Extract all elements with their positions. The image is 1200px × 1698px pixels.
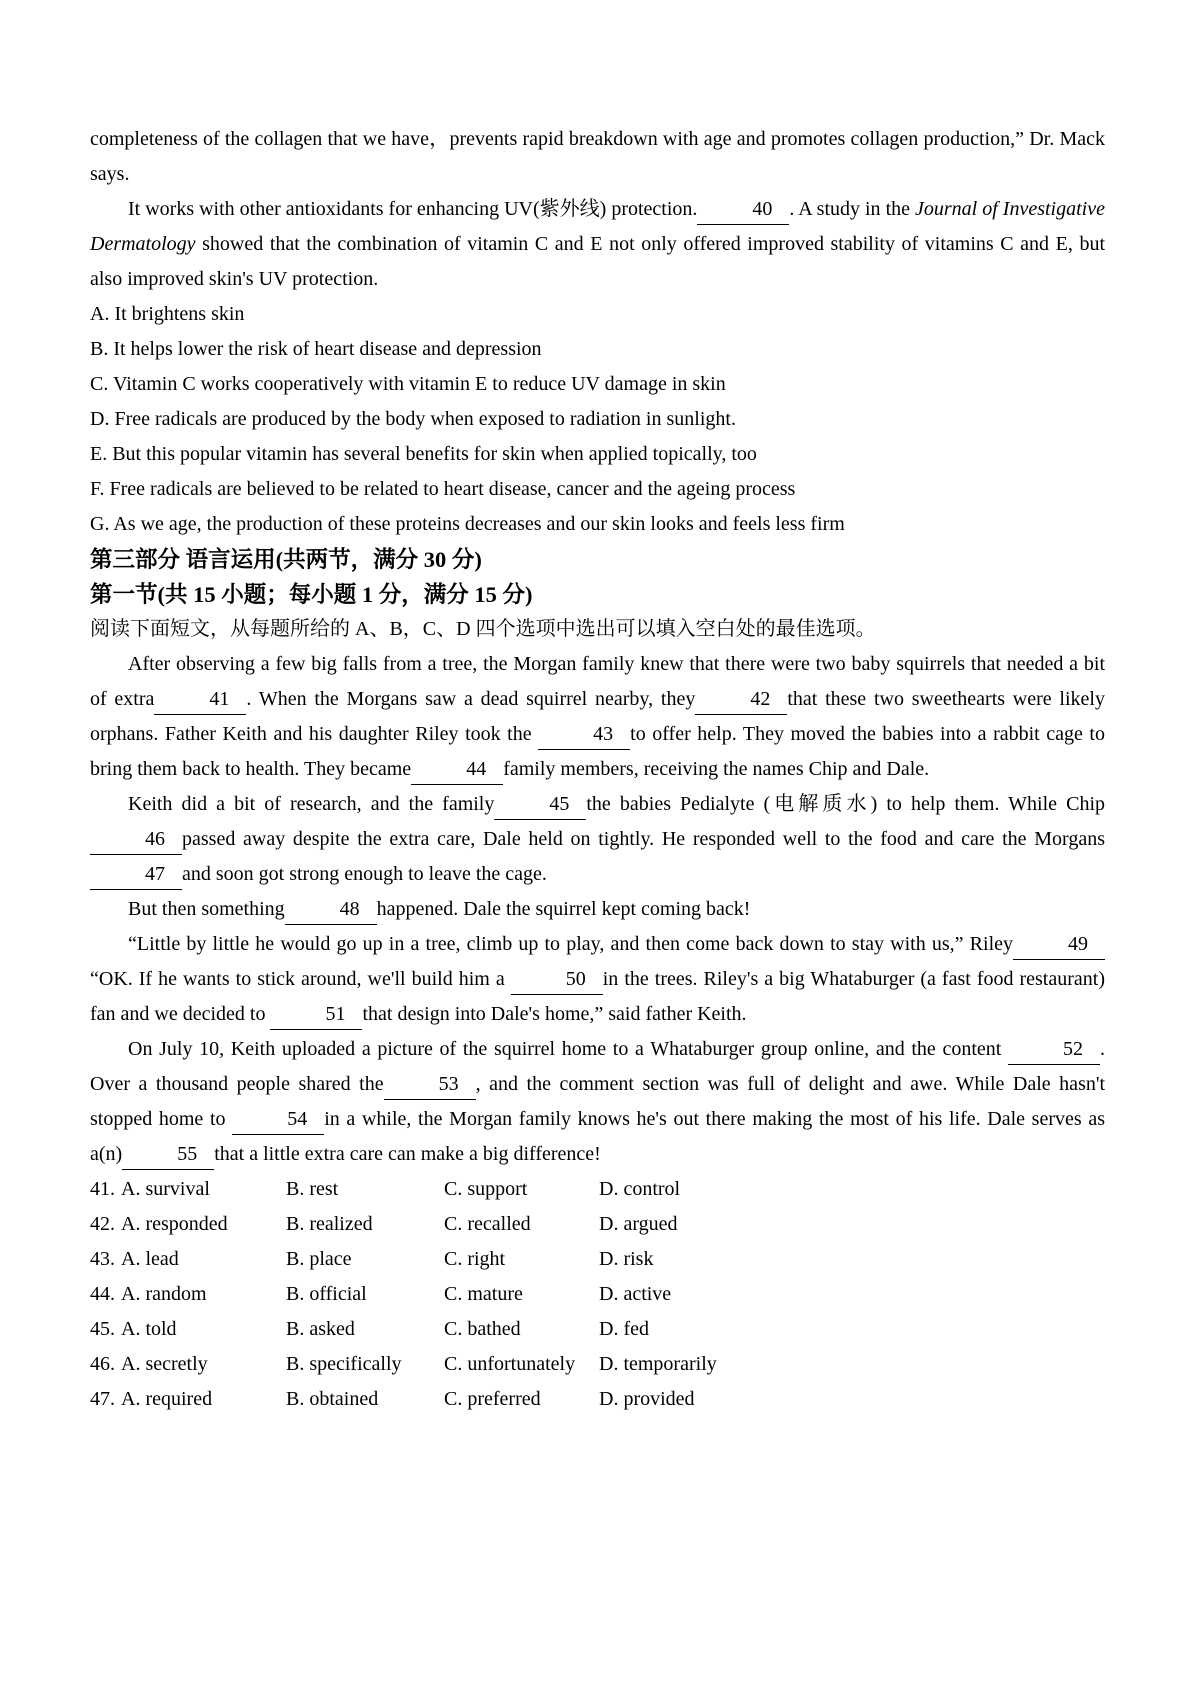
- mc-option: C. mature: [444, 1283, 523, 1305]
- blank-54: 54: [232, 1105, 324, 1135]
- blank-45: 45: [494, 790, 586, 820]
- blank-55: 55: [122, 1140, 214, 1170]
- mc-row: [90, 1242, 1105, 1277]
- mc-option: B. obtained: [286, 1388, 379, 1410]
- mc-option: A. told: [121, 1318, 177, 1340]
- blank-44: 44: [411, 755, 503, 785]
- mc-question-number: 46.: [90, 1353, 115, 1375]
- mc-question-number: 41.: [90, 1178, 115, 1200]
- mc-option: B. realized: [286, 1213, 373, 1235]
- mc-option: C. recalled: [444, 1213, 531, 1235]
- blank-46: 46: [90, 825, 182, 855]
- mc-question-number: 45.: [90, 1318, 115, 1340]
- seven-choices-list: [90, 297, 1105, 542]
- mc-option: B. asked: [286, 1318, 355, 1340]
- mc-option: C. unfortunately: [444, 1353, 576, 1375]
- mc-row: [90, 1312, 1105, 1347]
- mc-option: A. survival: [121, 1178, 210, 1200]
- blank-49: 49: [1013, 930, 1105, 960]
- blank-41: 41: [154, 685, 246, 715]
- mc-question-number: 47.: [90, 1388, 115, 1410]
- blank-47: 47: [90, 860, 182, 890]
- italic-text: Journal of Investigative Dermatology: [90, 198, 1105, 255]
- blank-53: 53: [384, 1070, 476, 1100]
- cloze-paragraph-1: After observing a few big falls from a tree, the Morgan family knew that there were two baby squirrels that needed a bit of extra 41 . When the Morgans saw a dead squirrel nearby, they 42 that these two sweethearts were likely orphans. Father Keith and his daughter Riley took the 43 to offer help. They moved the babies into a rabbit cage to bring them back to health. They became 44 family members, receiving the names Chip and Dale.: [90, 647, 1105, 787]
- mc-option: C. right: [444, 1248, 506, 1270]
- mc-option: A. random: [121, 1283, 207, 1305]
- mc-option: A. required: [121, 1388, 213, 1410]
- part3-section-header: 第三部分 语言运用(共两节，满分 30 分): [90, 547, 482, 572]
- mc-option: B. rest: [286, 1178, 339, 1200]
- mc-option: D. active: [599, 1283, 672, 1305]
- choice-line: G. As we age, the production of these proteins decreases and our skin looks and feels less firm: [90, 513, 845, 535]
- mc-question-number: 43.: [90, 1248, 115, 1270]
- mc-question-number: 42.: [90, 1213, 115, 1235]
- mc-row: [90, 1172, 1105, 1207]
- mc-option: C. support: [444, 1178, 528, 1200]
- mc-option: B. place: [286, 1248, 352, 1270]
- mc-row: [90, 1207, 1105, 1242]
- choice-line: A. It brightens skin: [90, 303, 245, 325]
- mc-option: D. temporarily: [599, 1353, 717, 1375]
- blank-43: 43: [538, 720, 630, 750]
- mc-option: D. fed: [599, 1318, 649, 1340]
- mc-option: D. argued: [599, 1213, 678, 1235]
- mc-option: A. lead: [121, 1248, 179, 1270]
- blank-52: 52: [1008, 1035, 1100, 1065]
- mc-options-table: [90, 1172, 1105, 1417]
- cloze-paragraph-3: But then something 48 happened. Dale the squirrel kept coming back!: [90, 892, 1105, 927]
- mc-question-number: 44.: [90, 1283, 115, 1305]
- choice-line: D. Free radicals are produced by the body when exposed to radiation in sunlight.: [90, 408, 736, 430]
- cloze-paragraph-2: Keith did a bit of research, and the family 45 the babies Pedialyte (电解质水) to help them. While Chip 46 passed away despite the extra care, Dale held on tightly. He responded well to the food and care the Morgans 47 and soon got strong enough to leave the cage.: [90, 787, 1105, 892]
- choice-line: B. It helps lower the risk of heart disease and depression: [90, 338, 542, 360]
- blank-42: 42: [695, 685, 787, 715]
- paragraph-uv-protection: It works with other antioxidants for enhancing UV(紫外线) protection. 40 . A study in the Journal of Investigative Dermatology showed that the combination of vitamin C and E not only offered improved stability of vitamins C and E, but also improved skin's UV protection.: [90, 192, 1105, 297]
- mc-option: B. official: [286, 1283, 367, 1305]
- mc-option: D. provided: [599, 1388, 695, 1410]
- mc-row: [90, 1382, 1105, 1417]
- mc-option: D. risk: [599, 1248, 654, 1270]
- mc-option: B. specifically: [286, 1353, 402, 1375]
- paragraph-collagen: completeness of the collagen that we have，prevents rapid breakdown with age and promotes collagen production,” Dr. Mack says.: [90, 128, 1105, 185]
- blank-51: 51: [270, 1000, 362, 1030]
- section1-subheader: 第一节(共 15 小题；每小题 1 分，满分 15 分): [90, 582, 533, 607]
- mc-option: D. control: [599, 1178, 681, 1200]
- cloze-paragraph-5: On July 10, Keith uploaded a picture of the squirrel home to a Whataburger group online, and the content 52 . Over a thousand people shared the 53 , and the comment section was full of delight and awe. While Dale hasn't stopped home to 54 in a while, the Morgan family knows he's out there making the most of his life. Dale serves as a(n) 55 that a little extra care can make a big difference!: [90, 1032, 1105, 1172]
- choice-line: C. Vitamin C works cooperatively with vitamin E to reduce UV damage in skin: [90, 373, 726, 395]
- blank-48: 48: [285, 895, 377, 925]
- mc-option: C. bathed: [444, 1318, 521, 1340]
- mc-option: C. preferred: [444, 1388, 541, 1410]
- mc-row: [90, 1277, 1105, 1312]
- choice-line: F. Free radicals are believed to be related to heart disease, cancer and the ageing process: [90, 478, 796, 500]
- blank-50: 50: [511, 965, 603, 995]
- mc-option: A. responded: [121, 1213, 228, 1235]
- mc-option: A. secretly: [121, 1353, 208, 1375]
- blank-40: 40: [697, 195, 789, 225]
- cloze-instruction: 阅读下面短文，从每题所给的 A、B，C、D 四个选项中选出可以填入空白处的最佳选项。: [90, 618, 876, 640]
- cloze-paragraph-4: “Little by little he would go up in a tree, climb up to play, and then come back down to stay with us,” Riley 49 “OK. If he wants to stick around, we'll build him a 50 in the trees. Riley's a big Whataburger (a fast food restaurant) fan and we decided to 51 that design into Dale's home,” said father Keith.: [90, 927, 1105, 1032]
- choice-line: E. But this popular vitamin has several benefits for skin when applied topically, too: [90, 443, 757, 465]
- mc-row: [90, 1347, 1105, 1382]
